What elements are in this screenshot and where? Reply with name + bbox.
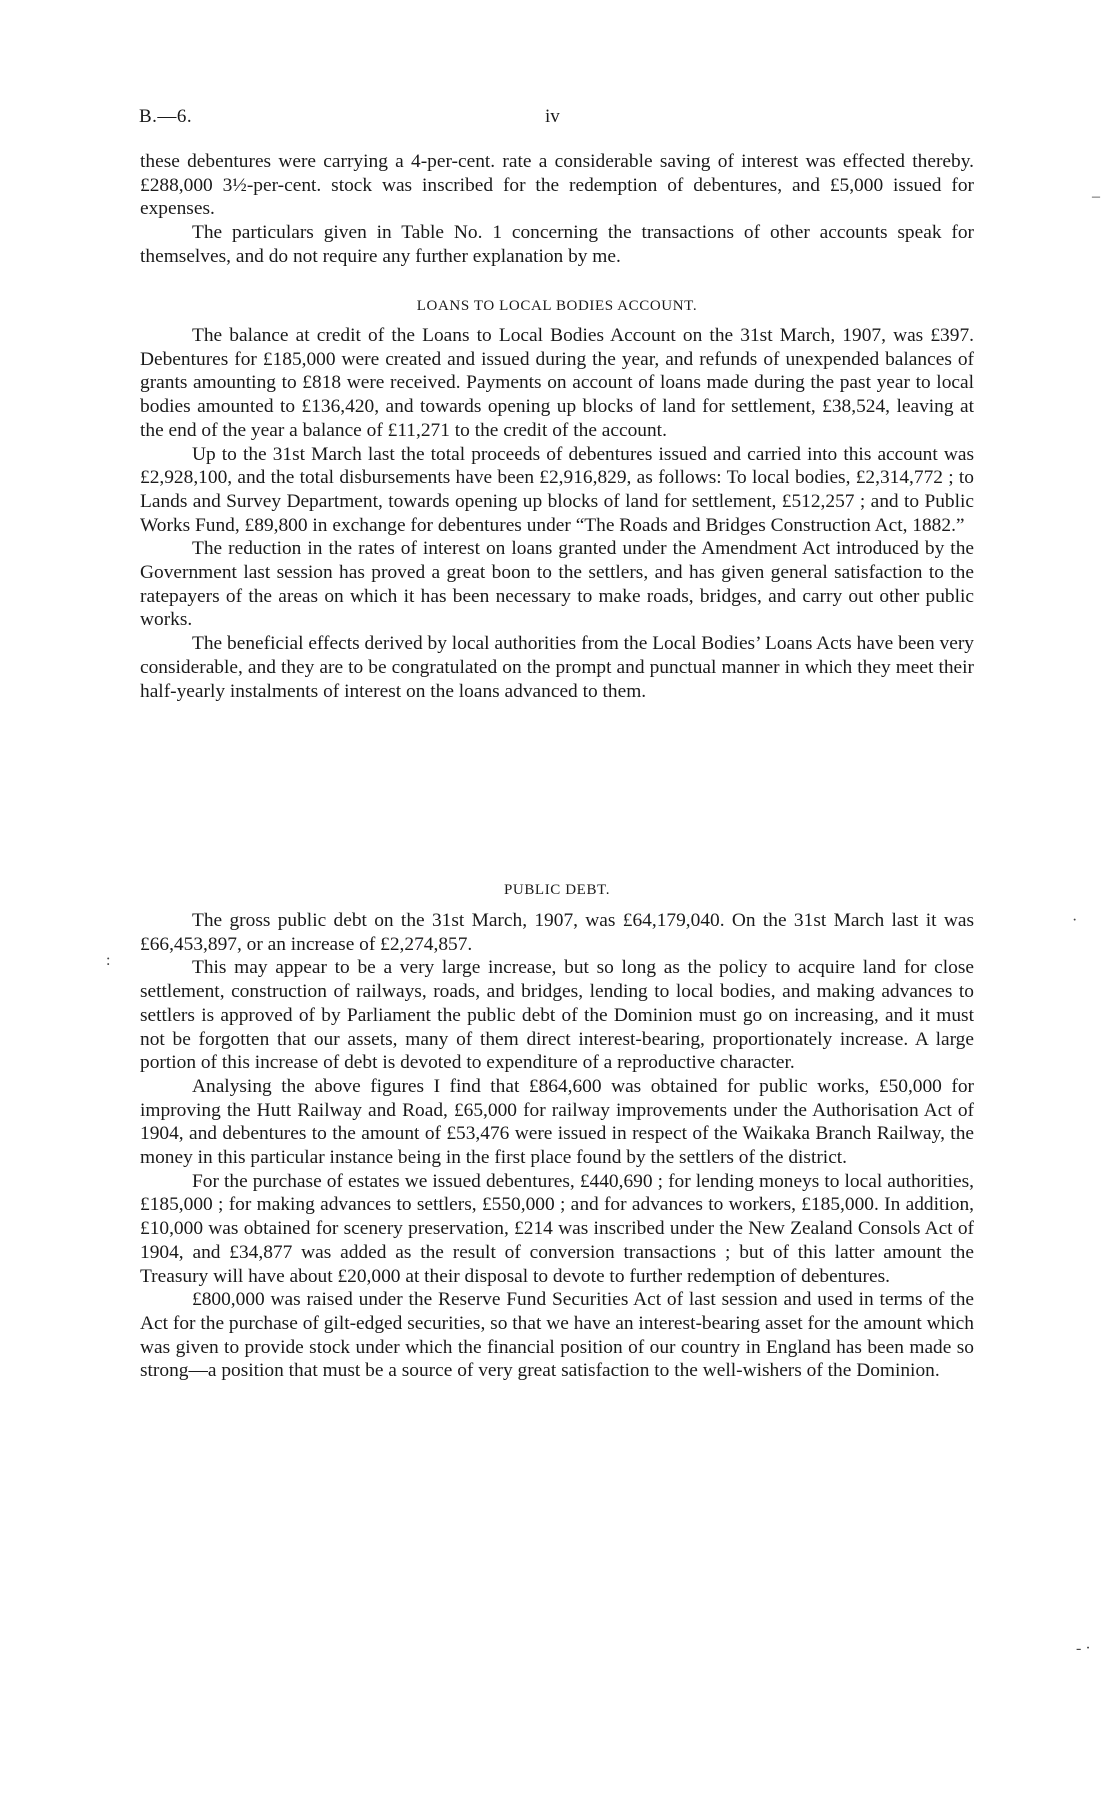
margin-speck-mark: : bbox=[106, 952, 111, 969]
page-reference: B.—6. bbox=[139, 106, 193, 127]
public-debt-heading: PUBLIC DEBT. bbox=[503, 882, 611, 898]
margin-dash-mark: - · bbox=[1076, 1640, 1091, 1657]
margin-dash-mark: ‒ bbox=[1092, 188, 1100, 205]
loans-heading: LOANS TO LOCAL BODIES ACCOUNT. bbox=[416, 298, 698, 314]
paragraph: The balance at credit of the Loans to Local Bodies Account on the 31st March, 1907, was £397. Debentures for £185,000 were created and issued during the year, and refunds of unexpended balances of grants amounting to £818 were received. Payments on account of loans made during the past year to local bodies amounted to £136,420, and towards opening up blocks of land for settlement, £38,524, leaving at the end of the year a balance of £11,271 to the credit of the account. bbox=[140, 325, 974, 441]
public-debt-text bbox=[140, 909, 974, 1383]
paragraph: £800,000 was raised under the Reserve Fund Securities Act of last session and used in terms of the Act for the purchase of gilt-edged securities, so that we have an interest-bearing asset for the amount which was given to provide stock under which the financial position of our country in England has been made so strong—a position that must be a source of very great satisfaction to the well-wishers of the Dominion. bbox=[140, 1289, 974, 1382]
loans-section-text bbox=[140, 324, 974, 703]
paragraph: Up to the 31st March last the total proceeds of debentures issued and carried into this account was £2,928,100, and the total disbursements have been £2,916,829, as follows: To local bodies, £2,314,772 ; to Lands and Survey Department, towards opening up blocks of land for settlement, £512,257 ; and to Public Works Fund, £89,800 in exchange for debentures under “The Roads and Bridges Construction Act, 1882.” bbox=[140, 443, 974, 536]
intro-text bbox=[140, 150, 974, 269]
paragraph: The reduction in the rates of interest on loans granted under the Amendment Act introduced by the Government last session has proved a great boon to the settlers, and has given general satisfaction to the ratepayers of the areas on which it has been necessary to make roads, bridges, and carry out other public works. bbox=[140, 538, 974, 631]
page-number: iv bbox=[545, 106, 560, 127]
paragraph: Analysing the above figures I find that £864,600 was obtained for public works, £50,000 for improving the Hutt Railway and Road, £65,000 for railway improvements under the Authorisation Act of 1904, and debentures to the amount of £53,476 were issued in respect of the Waikaka Branch Railway, the money in this particular instance being in the first place found by the settlers of the district. bbox=[140, 1075, 974, 1169]
paragraph: This may appear to be a very large increase, but so long as the policy to acquire land for close settlement, construction of railways, roads, and bridges, lending to local bodies, and making advances to settlers is approved of by Parliament the public debt of the Dominion must go on increasing, and it must not be forgotten that our assets, many of them direct interest-bearing, proportionately increase. A large portion of this increase of debt is devoted to expenditure of a reproductive character. bbox=[140, 957, 974, 1074]
paragraph: For the purchase of estates we issued debentures, £440,690 ; for lending moneys to local authorities, £185,000 ; for making advances to settlers, £550,000 ; and for advances to workers, £185,000. In addition, £10,000 was obtained for scenery preservation, £214 was inscribed under the New Zealand Consols Act of 1904, and £34,877 was added as the result of conversion transactions ; but of this latter amount the Treasury will have about £20,000 at their disposal to devote to further redemption of debentures. bbox=[140, 1170, 974, 1287]
paragraph: these debentures were carrying a 4-per-cent. rate a considerable saving of interest was effected thereby. £288,000 3½-per-cent. stock was inscribed for the redemption of debentures, and £5,000 issued for expenses. bbox=[140, 151, 974, 220]
paragraph: The gross public debt on the 31st March, 1907, was £64,179,040. On the 31st March last it was £66,453,897, or an increase of £2,274,857. bbox=[140, 910, 974, 955]
paragraph: The beneficial effects derived by local authorities from the Local Bodies’ Loans Acts have been very considerable, and they are to be congratulated on the prompt and punctual manner in which they meet their half-yearly instalments of interest on the loans advanced to them. bbox=[140, 633, 974, 702]
paragraph: The particulars given in Table No. 1 concerning the transactions of other accounts speak for themselves, and do not require any further explanation by me. bbox=[140, 222, 974, 267]
margin-speck-mark: · bbox=[1072, 912, 1078, 929]
